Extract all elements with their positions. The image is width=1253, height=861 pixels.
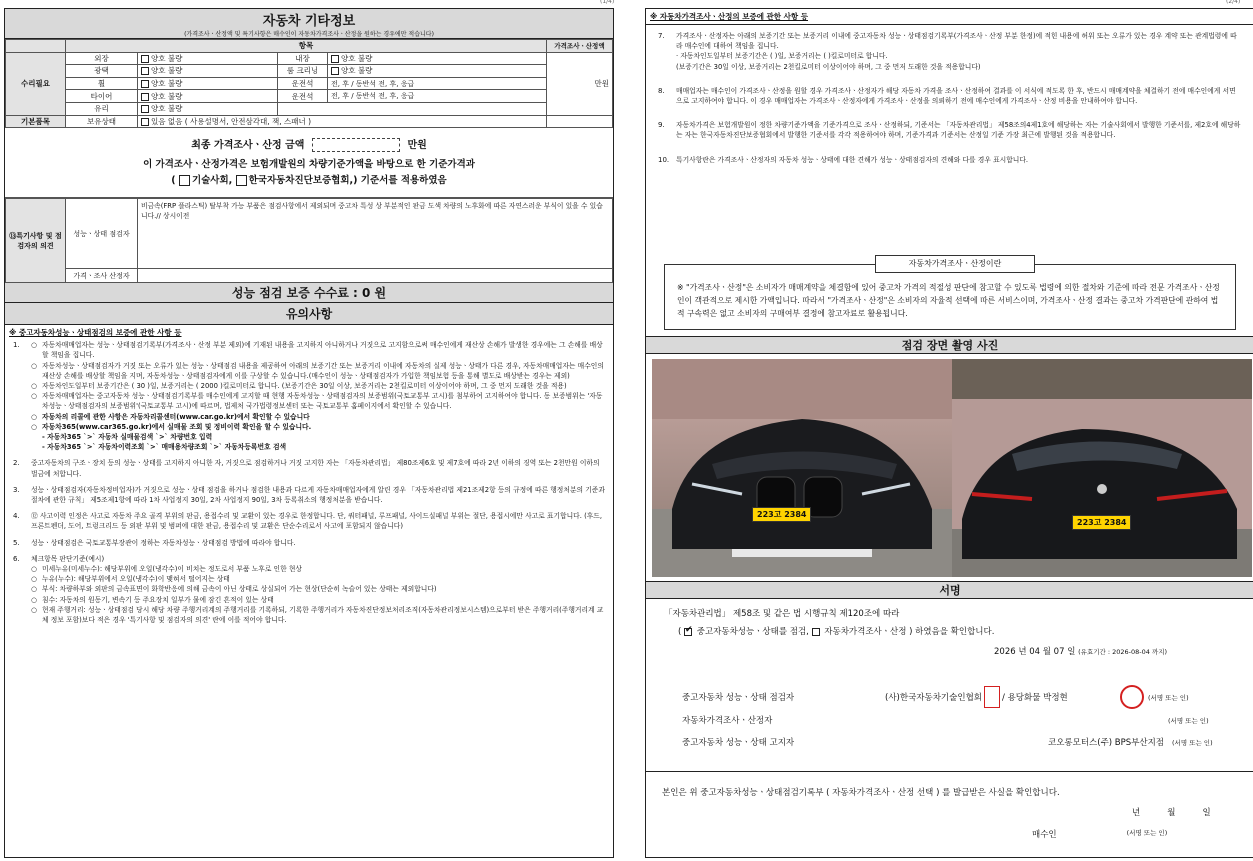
right-item <box>650 155 1248 165</box>
signer-name: / 용당화물 박정현 <box>1002 693 1068 703</box>
checkbox[interactable] <box>331 67 339 75</box>
checkbox[interactable] <box>179 175 190 186</box>
signer-role: 중고자동차 성능ㆍ상태 고지자 <box>682 738 795 748</box>
note-bullet: 자동차매매업자는 성능ㆍ상태점검기록부(가격조사ㆍ산정 부분 제외)에 기재된 내용을 고지하지 아니하거나 거짓으로 고지함으로써 매수인에게 재산상 손해가 발생한 경우에는 그 손해를 배상할 책임을 집니다. <box>42 341 603 360</box>
sign-date: 2026 년 04 월 07 일 <box>994 647 1076 657</box>
page-mark: (1/4) <box>600 0 615 5</box>
repair-label: 룸 크리닝 <box>278 65 328 78</box>
repair-label: 운전석 <box>278 77 328 90</box>
checkbox[interactable] <box>141 93 149 101</box>
note-bullet: 자동차인도일부터 보증기간은 ( 30 )일, 보증거리는 ( 2000 )킬로미터로 합니다. (보증기간은 30일 이상, 보증거리는 2천킬로미터 이상이어야 하며, 그 중 먼저 도래한 것을 적용) <box>42 381 567 390</box>
signers <box>682 685 1246 753</box>
note-item <box>5 485 613 505</box>
price-info-text: ※ "가격조사ㆍ산정"은 소비자가 매매계약을 체결함에 있어 중고차 가격의 적절성 판단에 참고할 수 있도록 법령에 의한 절차와 기준에 따라 전문 가격조사ㆍ산정인이 객관적으로 제시한 가액입니다. 따라서 "가격조사ㆍ산정"은 소비자의 자율적 선택에 따른 서비스이며, 가격조사ㆍ산정 결과는 중고차 가격판단에 관하여 법적 구속력은 없고 소비자의 구매여부 결정에 참고자료로 활용됩니다. <box>677 283 1220 318</box>
issue-line: 본인은 위 중고자동차성능ㆍ상태점검기록부 ( 자동차가격조사ㆍ산정 선택 ) 를 발급받은 사실을 확인합니다. <box>662 788 1060 798</box>
special-sub-inspector: 성능ㆍ상태 점검자 <box>66 199 138 269</box>
checkbox[interactable] <box>141 67 149 75</box>
signer-row <box>682 685 1246 709</box>
col-price: 가격조사ㆍ산정액 <box>547 40 613 53</box>
license-plate: 223고 2384 <box>1072 515 1131 530</box>
buyer-label: 매수인 <box>1032 830 1057 840</box>
issue-block <box>646 771 1253 840</box>
repair-table <box>5 39 613 128</box>
option-text: 양호 불량 <box>151 91 183 101</box>
buyer-line <box>1032 828 1253 840</box>
note-number: 2. <box>13 459 20 468</box>
basis-line2: ( 기술사회, 한국자동차진단보증협회,) 기준서를 적용하였음 <box>171 175 447 187</box>
inspection-photo-rear <box>952 359 1252 577</box>
car365-step: - 자동차365 `>` 자동차 실매물검색 `>` 차량번호 입력 <box>42 432 213 441</box>
repair-label: 외장 <box>66 52 138 65</box>
item-text: 매매업자는 매수인이 가격조사ㆍ산정을 원할 경우 가격조사ㆍ산정자가 해당 자동차 가격을 조사ㆍ산정하여 결과를 이 서식에 적도록 한 후, 반드시 매매계약을 체결하기 전에 매수인에게 서면으로 고지하여야 합니다. 이 경우 매매업자는 가격조사ㆍ산정자에게 가격조사ㆍ산정을 의뢰하기 전에 매수인에게 가격조사ㆍ산정 비용을 안내하여야 합니다. <box>676 86 1236 106</box>
note-item: 1. ○ 자동차매매업자는 성능ㆍ상태점검기록부(가격조사ㆍ산정 부분 제외)에 기재된 내용을 고지하지 아니하거나 거짓으로 고지함으로써 매수인에게 재산상 손해가 발생한 경우에는 그 손해를 배상할 책임을 집니다. ○ 자동차성능ㆍ상태점검자가 거짓 또는 오류가 있는 성능ㆍ상태점검 내용을 제공하여 아래의 보증기간 또는 보증거리 이내에 자동차의 실제 성능ㆍ상태가 다른 경우, 자동차매매업자는 매수인의 재산상 손해를 배상할 책임을 지며, 자동차성능ㆍ상태점검자에게 이를 구상할 수 있습니다.(매수인이 성능ㆍ상태점검자가 가입한 책임보험 등을 통해 별도로 배상받는 경우는 제외) ○ 자동차인도일부터 보증기간은 ( 30 )일, 보증거리는 ( 2000 )킬로미터로 합니다. (보증기간은 30일 이상, 보증거리는 2천킬로미터 이상이어야 하며, 그 중 먼저 도래한 것을 적용) ○ 자동차매매업자는 중고자동차 성능ㆍ상태점검기록부를 매수인에게 고지할 때 현행 자동차성능ㆍ상태점검자의 보증범위(국토교통부 고시)를 첨부하여 고지하여야 합니다. 동 보증범위는 '자동차성능ㆍ상태점검자의 보증범위'(국토교통부 고시)에 따르며, 법제처 국가법령정보센터 또는 국토교통부 홈페이지에서 확인할 수 있습니다. ○ 자동차의 리콜에 관한 사항은 자동차리콜센터(www.car.go.kr)에서 확인할 수 있습니다 ○ 자동차365(www.car365.go.kr)에서 실매물 조회 및 정비이력 확인을 할 수 있습니다. - 자동차365 `>` 자동차 실매물검색 `>` 차량번호 입력 - 자동차365 `>` 자동차이력조회 `>` 매매용차량조회 `>` 자동차등록번호 검색 <box>5 340 613 452</box>
note6-bullet: 현재 주행거리: 성능ㆍ상태점검 당시 해당 차량 주행거리계의 주행거리를 기록하되, 기록한 주행거리가 자동차진단정보처리조직(자동차관리정보시스템)으로부터 받은 주행거리(주행거리계 교체 정보 포함)보다 적은 경우 '특기사항 및 점검자의 의견' 란에 이를 적어야 합니다. <box>42 605 604 625</box>
note6-bullet: 누유(누수): 해당부위에서 오일(냉각수)이 맺혀서 떨어지는 상태 <box>42 575 230 584</box>
repair-label: 내장 <box>278 52 328 65</box>
notes-title: 유의사항 <box>5 303 613 325</box>
recall-note: 자동차의 리콜에 관한 사항은 자동차리콜센터(www.car.go.kr)에서 확인할 수 있습니다 <box>42 412 310 421</box>
license-plate: 223고 2384 <box>752 507 811 522</box>
note6-bullet: 침수: 자동차의 원동기, 변속기 등 주요장치 일부가 물에 잠긴 흔적이 있는 상태 <box>42 595 274 604</box>
signer-row <box>682 709 1246 731</box>
col-item: 항목 <box>66 40 547 53</box>
stamp-org <box>984 686 1000 708</box>
date-line <box>994 645 1246 657</box>
page-title: 자동차 기타정보 <box>262 14 356 29</box>
rowgroup-basic: 기본품목 <box>6 115 66 128</box>
left-page <box>4 8 614 858</box>
note-number: 6. <box>13 554 20 563</box>
special-label: ⑬특기사항 및 점검자의 의견 <box>6 199 66 283</box>
notes-section: ※ 중고자동차성능ㆍ상태점검의 보증에 관한 사항 등 <box>9 328 182 338</box>
note-text: 중고자동차의 구조ㆍ장치 등의 성능ㆍ상태를 고지하지 아니한 자, 거짓으로 점검하거나 거짓 고지한 자는 「자동차관리법」 제80조제6호 및 제7호에 따라 2년 이하의 징역 또는 2천만원 이하의 벌금에 처합니다. <box>31 459 600 478</box>
repair-label: 타이어 <box>66 90 138 103</box>
option-text: 있음 없음 ( 사용설명서, 안전삼각대, 잭, 스패너 ) <box>151 116 312 126</box>
checkbox[interactable] <box>141 105 149 113</box>
note-item: 6. 체크항목 판단기준(예시) ○ 미세누유(미세누수): 해당부위에 오일(냉각수)이 비치는 정도로서 부품 노후로 인한 현상 ○ 누유(누수): 해당부위에서 오일(냉각수)이 맺혀서 떨어지는 상태 ○ 부식: 차량하부와 외판의 금속표면이 화학반응에 의해 금속이 아닌 상태로 상실되어 가는 현상(단순히 녹슬어 있는 상태는 제외합니다) ○ 침수: 자동차의 원동기, 변속기 등 주요장치 일부가 물에 잠긴 흔적이 있는 상태 ○ 현재 주행거리: 성능ㆍ상태점검 당시 해당 차량 주행거리계의 주행거리를 기록하되, 기록한 주행거리가 자동차진단정보처리조직(자동차관리정보시스템)으로부터 받은 주행거리(주행거리계 교체 정보 포함)보다 적은 경우 '특기사항 및 점검자의 의견' 란에 이를 적어야 합니다. <box>5 554 613 625</box>
photo-title: 점검 장면 촬영 사진 <box>646 336 1253 354</box>
repair-label: 운전석 <box>278 90 328 103</box>
checkbox-price[interactable] <box>812 628 820 636</box>
item-number: 7. <box>658 32 665 40</box>
final-price-input[interactable] <box>312 138 400 152</box>
rowgroup-repair: 수리필요 <box>6 52 66 115</box>
other-info-header <box>5 9 613 39</box>
item-number: 8. <box>658 86 665 95</box>
final-unit: 만원 <box>407 140 427 152</box>
note-text: 성능ㆍ상태점검자(자동차정비업자)가 거짓으로 성능ㆍ상태 점검을 하거나 점검한 내용과 다르게 자동차매매업자에게 알린 경우 「자동차관리법 제21조제2항 등의 규정에 따른 행정처분의 기준과 절차에 관한 규칙」 제5조제1항에 따라 1차 사업정지 30일, 2차 사업정지 90일, 3차 등록취소의 행정처분을 받습니다. <box>31 485 605 504</box>
repair-label: 휠 <box>66 77 138 90</box>
basic-label: 보유상태 <box>66 115 138 128</box>
item-text: 가격조사ㆍ산정자는 아래의 보증기간 또는 보증거리 이내에 중고자동차 성능ㆍ상태점검기록부(가격조사ㆍ산정 부분 한정)에 적힌 내용에 허위 또는 오류가 있는 경우 계약 또는 관계법령에 따라 매수인에 대하여 책임을 집니다. · 자동차인도일부터 보증기간은 ( )일, 보증거리는 ( )킬로미터로 합니다. (보증기간은 30일 이상, 보증거리는 2천킬로미터 이상이어야 하며, 그 중 먼저 도래한 것을 적용합니다) <box>676 32 1237 71</box>
option-text: 양호 불량 <box>151 66 183 76</box>
sign-title: 서명 <box>646 581 1253 599</box>
sign-placeholder: (서명 또는 인) <box>1148 693 1189 702</box>
signer-role: 자동차가격조사ㆍ산정자 <box>682 716 773 726</box>
note-text: 성능ㆍ상태점검은 국토교통부장관이 정하는 자동차성능ㆍ상태점검 방법에 따라야 합니다. <box>31 538 296 547</box>
car-front-image <box>652 359 952 577</box>
car365-step: - 자동차365 `>` 자동차이력조회 `>` 매매용차량조회 `>` 자동차등록번호 검색 <box>42 443 287 452</box>
page-mark: (2/4) <box>1226 0 1241 5</box>
basis-line1: 이 가격조사ㆍ산정가격은 보험개발원의 차량기준가액을 바탕으로 한 기준가격과 <box>143 159 475 171</box>
note-item <box>5 538 613 548</box>
stamp-personal <box>1120 685 1144 709</box>
option-text: 양호 불량 <box>151 53 183 63</box>
checkbox[interactable] <box>236 175 247 186</box>
price-info-box <box>664 259 1236 330</box>
option-text: 양호 불량 <box>151 104 183 114</box>
item-text: 특기사항란은 가격조사ㆍ산정자의 자동차 성능ㆍ상태에 대한 견해가 성능ㆍ상태점검자의 견해와 다를 경우 표시합니다. <box>676 155 1029 164</box>
note-number: 3. <box>13 485 20 494</box>
note-text: ⑫ 사고이력 인정은 사고로 자동차 주요 골격 부위의 판금, 용접수리 및 교환이 있는 경우로 한정합니다. 단, 쿼터패널, 루프패널, 사이드실패널 부위는 절단, 용접시에만 사고로 표기합니다. (후드, 프론트펜더, 도어, 트렁크리드 등 외판 부위 및 범퍼에 대한 판금, 용접수리 및 교환은 단순수리로서 사고에 포함되지 않습니다) <box>31 512 603 531</box>
validity: (유효기간 : 2026-08-04 까지) <box>1078 648 1168 656</box>
checkbox[interactable] <box>141 80 149 88</box>
signer-org: 코오롱모터스(주) BPS부산지점 <box>1047 738 1164 748</box>
signer-role: 중고자동차 성능ㆍ상태 점검자 <box>682 693 795 703</box>
note6-bullet: 미세누유(미세누수): 해당부위에 오일(냉각수)이 비치는 정도로서 부품 노후로 인한 현상 <box>42 565 302 574</box>
right-item <box>650 86 1248 106</box>
page-subtitle: (가격조사ㆍ산정액 및 특기사항은 매수인이 자동차가격조사ㆍ산정을 원하는 경우에만 적습니다) <box>184 31 434 38</box>
special-table <box>5 198 613 283</box>
car-rear-image <box>952 359 1252 577</box>
fee-bar: 성능 점검 보증 수수료 : 0 원 <box>5 283 613 303</box>
confirm-text: 중고자동차성능ㆍ상태를 점검, <box>694 627 812 637</box>
option-text: 전, 후 / 동반석 전, 후, 응급 <box>331 92 415 101</box>
note-number: 4. <box>13 512 20 521</box>
note-bullet: 자동차성능ㆍ상태점검자가 거짓 또는 오류가 있는 성능ㆍ상태점검 내용을 제공하여 아래의 보증기간 또는 보증거리 이내에 자동차의 실제 성능ㆍ상태가 다른 경우, 자동차매매업자는 매수인의 재산상 손해를 배상할 책임을 지며, 자동차성능ㆍ상태점검자에게 이를 구상할 수 있습니다.(매수인이 성능ㆍ상태점검자가 가입한 책임보험 등을 통해 별도로 배상받는 경우는 제외) <box>42 361 604 380</box>
right-page <box>645 8 1253 858</box>
law-line: 「자동차관리법」 제58조 및 같은 법 시행규칙 제120조에 따라 <box>664 609 900 619</box>
sign-block <box>664 607 1246 657</box>
note-number: 1. <box>13 341 20 350</box>
note-bullet: 자동차매매업자는 중고자동차 성능ㆍ상태점검기록부를 매수인에게 고지할 때 현행 자동차성능ㆍ상태점검자의 보증범위(국토교통부 고시)를 첨부하여 고지하여야 합니다. 동 보증범위는 '자동차성능ㆍ상태점검자의 보증범위'(국토교통부 고시)에 따르며, 법제처 국가법령정보센터 또는 국토교통부 홈페이지에서 확인할 수 있습니다. <box>42 392 603 411</box>
sign-placeholder: (서명 또는 인) <box>1168 716 1209 725</box>
final-label: 최종 가격조사ㆍ산정 금액 <box>191 140 305 152</box>
item-text: 자동차가격은 보험개발원이 정한 차량기준가액을 기준가격으로 조사ㆍ산정하되, 기준서는 「자동차관리법」 제58조의4제1호에 해당하는 자는 기술사회에서 발행한 기준서를, 제2호에 해당하는 자는 한국자동차진단보증협회에서 발행한 기준서를 각각 적용하여야 하며, 기준가격과 기준서는 산정일 기준 가장 최근에 발행된 것을 적용합니다. <box>676 121 1241 140</box>
right-item <box>650 120 1248 140</box>
item-number: 10. <box>658 155 670 164</box>
car365-note: 자동차365(www.car365.go.kr)에서 실매물 조회 및 정비이력 확인을 할 수 있습니다. <box>42 422 312 431</box>
final-price-block <box>5 128 613 198</box>
confirm-text: ( <box>678 627 685 637</box>
option-text: 양호 불량 <box>341 53 373 63</box>
option-text: 양호 불량 <box>151 79 183 89</box>
sign-placeholder: (서명 또는 인) <box>1126 829 1168 837</box>
confirm-line <box>678 625 1246 637</box>
price-unit: 만원 <box>547 52 613 115</box>
note-item <box>5 458 613 478</box>
price-info-title: 자동차가격조사ㆍ산정이란 <box>875 255 1035 273</box>
inspection-photo-front <box>652 359 952 577</box>
item-number: 9. <box>658 121 665 130</box>
note-number: 5. <box>13 538 20 547</box>
sign-placeholder: (서명 또는 인) <box>1172 738 1213 747</box>
issue-date: 년 월 일 <box>1132 808 1211 818</box>
signer-row <box>682 731 1246 753</box>
checkbox-inspection[interactable] <box>684 628 692 636</box>
basis-option: 한국자동차진단보증협회,) 기준서를 적용하였음 <box>248 175 447 187</box>
note6-title: 체크항목 판단기준(예시) <box>31 554 105 563</box>
repair-label: 유리 <box>66 102 138 115</box>
note6-bullet: 부식: 차량하부와 외판의 금속표면이 화학반응에 의해 금속이 아닌 상태로 상실되어 가는 현상(단순히 녹슬어 있는 상태는 제외합니다) <box>42 585 437 594</box>
checkbox[interactable] <box>141 55 149 63</box>
confirm-text: 자동차가격조사ㆍ산정 ) 하였음을 확인합니다. <box>821 627 995 637</box>
note-item <box>5 511 613 531</box>
special-text: 비금속(FRP 플라스틱) 탈부착 가능 부품은 점검사항에서 제외되며 중고차 특성 상 부분적인 판금 도색 차량의 노후화에 따른 자연스러운 부식이 있을 수 있습니다.// 상시이전 <box>138 199 613 269</box>
special-sub-price: 가격ㆍ조사 산정자 <box>66 269 138 283</box>
right-item <box>650 31 1248 72</box>
price-guarantee-title: ※ 자동차가격조사ㆍ산정의 보증에 관한 사항 등 <box>646 9 1253 25</box>
checkbox[interactable] <box>331 55 339 63</box>
repair-label: 광택 <box>66 65 138 78</box>
option-text: 양호 불량 <box>341 66 373 76</box>
checkbox[interactable] <box>141 118 149 126</box>
option-text: 전, 후 / 동반석 전, 후, 응급 <box>331 79 415 88</box>
signer-org: (사)한국자동차기술인협회 <box>885 693 982 703</box>
basis-option: 기술사회, <box>191 175 233 187</box>
